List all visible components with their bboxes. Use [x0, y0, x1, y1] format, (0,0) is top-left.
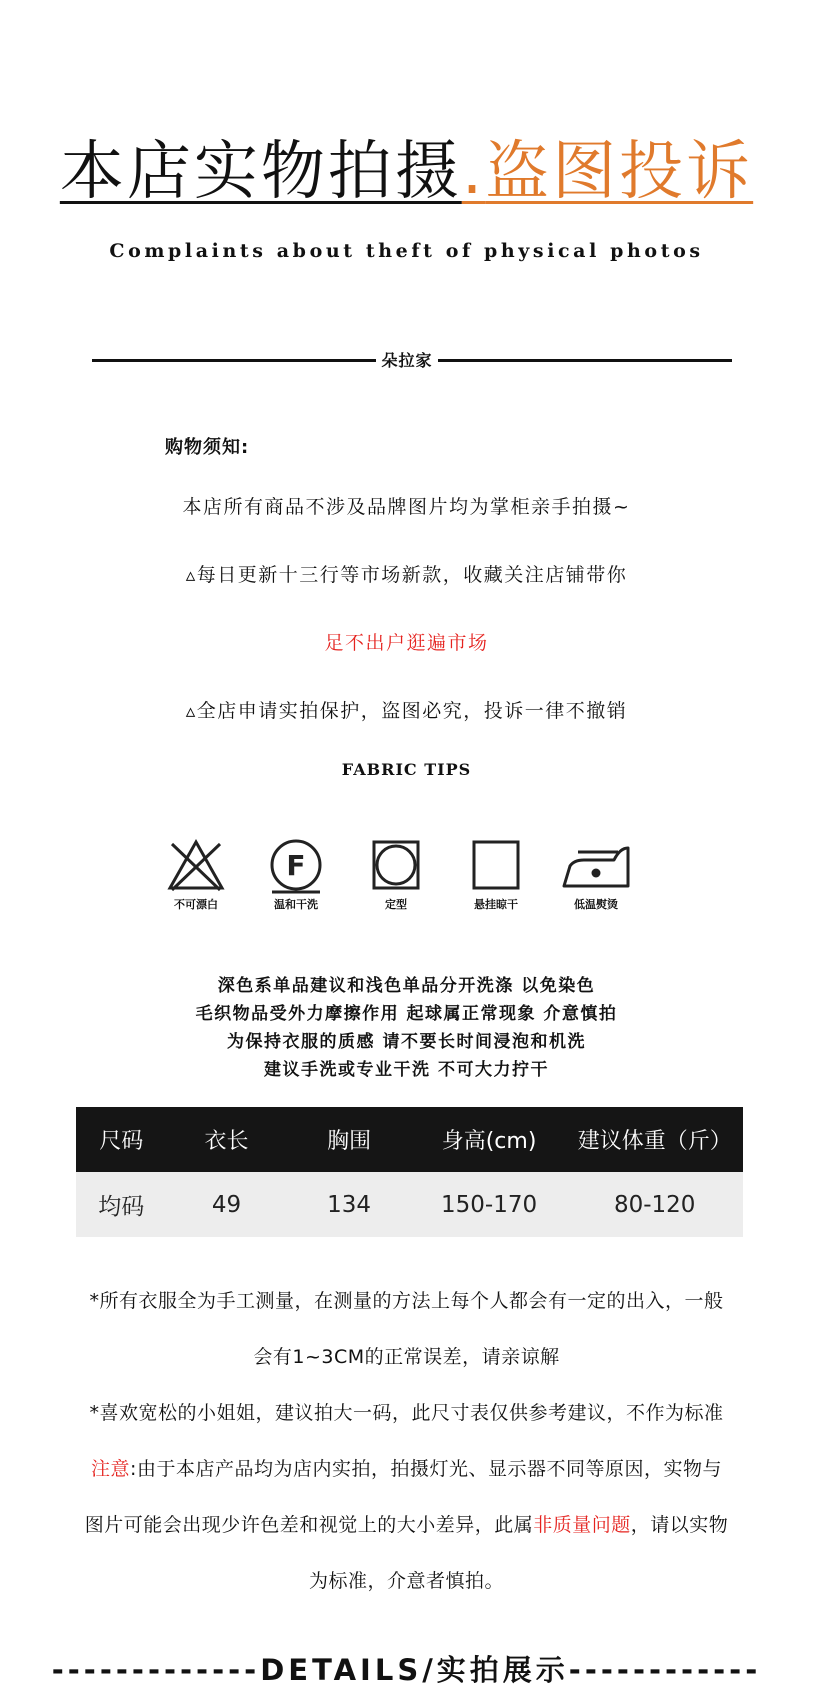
- note-line-4: [0, 1454, 813, 1481]
- size-table-header: [76, 1107, 743, 1172]
- note-line-6: 为标准，介意者慎拍。: [308, 1570, 504, 1592]
- care-label: 低温熨烫: [574, 898, 618, 911]
- hang-dry-icon: [466, 838, 526, 894]
- care-label: 温和干洗: [274, 898, 318, 911]
- iron-low-icon: [558, 838, 634, 894]
- size-header-cell: 衣长: [167, 1107, 287, 1172]
- size-header-cell: 尺码: [76, 1107, 167, 1172]
- note-attention-label: 注意: [91, 1458, 131, 1480]
- size-header-cell: 建议体重（斤）: [566, 1107, 743, 1172]
- size-header-cell: 身高(cm): [412, 1107, 567, 1172]
- title-black-part: 本店实物拍摄: [59, 135, 462, 209]
- note-non-quality-issue: 非质量问题: [533, 1514, 631, 1536]
- table-row: [76, 1172, 743, 1237]
- size-table: [76, 1107, 743, 1237]
- note-line-5-pre: 图片可能会出现少许色差和视觉上的大小差异，此属: [84, 1514, 534, 1536]
- tumble-dry-icon: [366, 838, 426, 894]
- care-hang-dry: [446, 838, 546, 912]
- notice-line-1: 本店所有商品不涉及品牌图片均为掌柜亲手拍摄~: [182, 496, 631, 518]
- divider-left: [92, 359, 376, 362]
- size-header-cell: 胸围: [287, 1107, 412, 1172]
- notice-line-4: ▵全店申请实拍保护，盗图必究，投诉一律不撤销: [185, 700, 628, 722]
- page-title: [0, 132, 813, 212]
- care-iron-low: [546, 838, 646, 912]
- note-line-4-text: :由于本店产品均为店内实拍，拍摄灯光、显示器不同等原因，实物与: [130, 1458, 722, 1480]
- dry-clean-f-icon: [266, 838, 326, 894]
- details-heading: -------------DETAILS/实拍展示------------: [51, 1653, 762, 1687]
- care-label: 不可漂白: [174, 898, 218, 911]
- size-cell: 80-120: [566, 1172, 743, 1237]
- size-cell: 均码: [76, 1172, 167, 1237]
- care-dry-clean: [246, 838, 346, 912]
- notice-heading: 购物须知:: [165, 437, 250, 458]
- brand-name: 朵拉家: [381, 351, 433, 370]
- notice-line-2: ▵每日更新十三行等市场新款，收藏关注店铺带你: [185, 564, 628, 586]
- size-cell: 134: [287, 1172, 412, 1237]
- page-subtitle: Complaints about theft of physical photos: [109, 240, 704, 262]
- note-line-5: [0, 1510, 813, 1537]
- title-orange-part: 盗图投诉: [485, 135, 754, 209]
- divider-right: [438, 359, 732, 362]
- note-line-3: *喜欢宽松的小姐姐，建议拍大一码，此尺寸表仅供参考建议，不作为标准: [89, 1402, 724, 1424]
- no-bleach-icon: [166, 838, 226, 894]
- notice-line-3: 足不出户逛遍市场: [324, 632, 489, 654]
- fabric-tip-1: 深色系单品建议和浅色单品分开洗涤 以免染色: [217, 976, 596, 996]
- fabric-tip-3: 为保持衣服的质感 请不要长时间浸泡和机洗: [227, 1032, 586, 1052]
- size-cell: 150-170: [412, 1172, 567, 1237]
- title-dot: .: [461, 135, 486, 209]
- care-no-bleach: [146, 838, 246, 912]
- fabric-tip-2: 毛织物品受外力摩擦作用 起球属正常现象 介意慎拍: [195, 1004, 618, 1024]
- care-label: 定型: [385, 898, 407, 911]
- note-line-2: 会有1~3CM的正常误差，请亲谅解: [253, 1346, 560, 1368]
- note-line-5-post: ，请以实物: [630, 1514, 729, 1536]
- care-tumble-dry: [346, 838, 446, 912]
- fabric-tip-4: 建议手洗或专业干洗 不可大力拧干: [264, 1060, 549, 1080]
- fabric-tips-title: FABRIC TIPS: [341, 760, 472, 779]
- care-label: 悬挂晾干: [474, 898, 518, 911]
- note-line-1: *所有衣服全为手工测量，在测量的方法上每个人都会有一定的出入，一般: [89, 1290, 724, 1312]
- svg-text:F: F: [286, 849, 306, 882]
- size-cell: 49: [167, 1172, 287, 1237]
